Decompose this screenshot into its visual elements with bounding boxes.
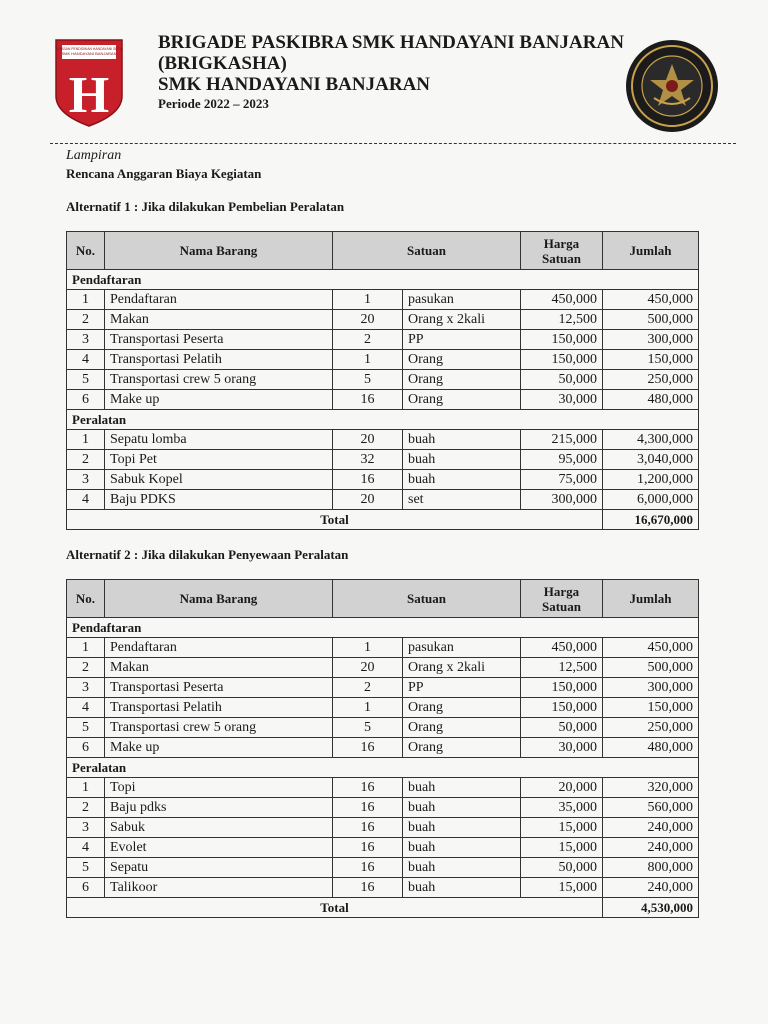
alt2-title: Alternatif 2 : Jika dilakukan Penyewaan Peralatan [66,547,349,562]
total-label: Total [67,898,603,918]
document-title: Rencana Anggaran Biaya Kegiatan [66,166,262,181]
table-row [67,310,699,330]
row-number: 3 [67,470,105,490]
section-label: Peralatan [67,410,699,430]
unit: buah [403,858,521,878]
amount: 240,000 [603,838,699,858]
quantity: 20 [333,658,403,678]
row-number: 4 [67,838,105,858]
unit: buah [403,818,521,838]
unit: buah [403,470,521,490]
section-row [67,410,699,430]
quantity: 1 [333,638,403,658]
amount: 150,000 [603,698,699,718]
unit: buah [403,778,521,798]
lampiran-label: Lampiran [66,148,122,163]
brigade-seal [624,38,720,134]
unit-price: 150,000 [521,350,603,370]
unit: pasukan [403,638,521,658]
quantity: 2 [333,678,403,698]
col-jumlah: Jumlah [603,232,699,270]
section-row [67,618,699,638]
amount: 250,000 [603,370,699,390]
unit: Orang x 2kali [403,658,521,678]
logo-letter: H [68,67,110,124]
item-name: Make up [105,390,333,410]
unit: buah [403,798,521,818]
header-divider [50,143,736,144]
row-number: 1 [67,778,105,798]
quantity: 32 [333,450,403,470]
amount: 450,000 [603,638,699,658]
unit: set [403,490,521,510]
unit: Orang x 2kali [403,310,521,330]
school-logo [52,36,126,128]
item-name: Pendaftaran [105,638,333,658]
unit: Orang [403,390,521,410]
table-row [67,678,699,698]
row-number: 6 [67,738,105,758]
total-row [67,898,699,918]
table-row [67,858,699,878]
amount: 560,000 [603,798,699,818]
quantity: 5 [333,718,403,738]
unit-price: 15,000 [521,838,603,858]
row-number: 5 [67,370,105,390]
unit-price: 450,000 [521,638,603,658]
total-value: 4,530,000 [603,898,699,918]
quantity: 1 [333,290,403,310]
col-no: No. [67,232,105,270]
row-number: 4 [67,698,105,718]
amount: 240,000 [603,878,699,898]
quantity: 16 [333,738,403,758]
unit: buah [403,450,521,470]
table-row [67,698,699,718]
row-number: 4 [67,350,105,370]
unit-price: 150,000 [521,698,603,718]
row-number: 1 [67,430,105,450]
alt1-budget-table [66,231,699,530]
table-row [67,390,699,410]
col-harga-satuan: Harga Satuan [521,580,603,618]
quantity: 16 [333,858,403,878]
amount: 320,000 [603,778,699,798]
amount: 240,000 [603,818,699,838]
item-name: Sepatu lomba [105,430,333,450]
org-name: BRIGADE PASKIBRA SMK HANDAYANI BANJARAN [158,32,624,53]
col-nama-barang: Nama Barang [105,232,333,270]
unit: PP [403,330,521,350]
quantity: 16 [333,470,403,490]
unit-price: 12,500 [521,658,603,678]
row-number: 4 [67,490,105,510]
row-number: 2 [67,450,105,470]
table-row [67,638,699,658]
table-row [67,738,699,758]
quantity: 20 [333,430,403,450]
amount: 480,000 [603,390,699,410]
table-row [67,470,699,490]
table-row [67,290,699,310]
item-name: Makan [105,310,333,330]
col-nama-barang: Nama Barang [105,580,333,618]
row-number: 2 [67,798,105,818]
unit: Orang [403,698,521,718]
row-number: 1 [67,290,105,310]
unit-price: 30,000 [521,738,603,758]
table-row [67,430,699,450]
section-label: Pendaftaran [67,618,699,638]
unit: Orang [403,350,521,370]
amount: 300,000 [603,678,699,698]
amount: 500,000 [603,658,699,678]
col-satuan: Satuan [333,580,521,618]
table-row [67,450,699,470]
amount: 300,000 [603,330,699,350]
col-harga-satuan: Harga Satuan [521,232,603,270]
unit-price: 75,000 [521,470,603,490]
unit-price: 35,000 [521,798,603,818]
unit: buah [403,878,521,898]
item-name: Make up [105,738,333,758]
table-header-row [67,232,699,270]
quantity: 16 [333,838,403,858]
amount: 450,000 [603,290,699,310]
table-row [67,330,699,350]
quantity: 20 [333,490,403,510]
item-name: Transportasi Pelatih [105,698,333,718]
quantity: 16 [333,878,403,898]
item-name: Baju pdks [105,798,333,818]
quantity: 1 [333,698,403,718]
amount: 250,000 [603,718,699,738]
unit-price: 150,000 [521,330,603,350]
item-name: Sabuk [105,818,333,838]
quantity: 2 [333,330,403,350]
unit: Orang [403,718,521,738]
quantity: 5 [333,370,403,390]
item-name: Pendaftaran [105,290,333,310]
table-row [67,878,699,898]
row-number: 1 [67,638,105,658]
total-label: Total [67,510,603,530]
unit: Orang [403,738,521,758]
total-row [67,510,699,530]
logo-small-text: YAYASAN PENDIDIKAN HANDAYANI SETIA [55,47,123,51]
unit-price: 12,500 [521,310,603,330]
row-number: 3 [67,818,105,838]
item-name: Topi Pet [105,450,333,470]
amount: 480,000 [603,738,699,758]
row-number: 3 [67,678,105,698]
unit-price: 450,000 [521,290,603,310]
unit: buah [403,430,521,450]
section-row [67,758,699,778]
unit-price: 300,000 [521,490,603,510]
alt1-title: Alternatif 1 : Jika dilakukan Pembelian Peralatan [66,199,345,214]
unit: pasukan [403,290,521,310]
amount: 150,000 [603,350,699,370]
row-number: 2 [67,310,105,330]
quantity: 16 [333,798,403,818]
item-name: Topi [105,778,333,798]
svg-text:SMK HANDAYANI BANJARAN: SMK HANDAYANI BANJARAN [61,51,117,56]
unit-price: 50,000 [521,858,603,878]
section-label: Peralatan [67,758,699,778]
alt2-budget-table [66,579,699,918]
section-row [67,270,699,290]
item-name: Transportasi crew 5 orang [105,370,333,390]
item-name: Talikoor [105,878,333,898]
col-satuan: Satuan [333,232,521,270]
school-name: SMK HANDAYANI BANJARAN [158,74,431,95]
item-name: Sepatu [105,858,333,878]
amount: 3,040,000 [603,450,699,470]
table-row [67,370,699,390]
table-row [67,490,699,510]
table-row [67,778,699,798]
amount: 1,200,000 [603,470,699,490]
amount: 500,000 [603,310,699,330]
item-name: Transportasi Pelatih [105,350,333,370]
table-row [67,658,699,678]
unit-price: 50,000 [521,370,603,390]
unit-price: 95,000 [521,450,603,470]
item-name: Evolet [105,838,333,858]
alt2-table-body [67,618,699,918]
alt1-table-body [67,270,699,530]
section-label: Pendaftaran [67,270,699,290]
quantity: 16 [333,390,403,410]
unit: Orang [403,370,521,390]
amount: 800,000 [603,858,699,878]
table-row [67,798,699,818]
row-number: 6 [67,878,105,898]
unit-price: 50,000 [521,718,603,738]
amount: 6,000,000 [603,490,699,510]
unit-price: 215,000 [521,430,603,450]
quantity: 20 [333,310,403,330]
row-number: 2 [67,658,105,678]
table-row [67,718,699,738]
col-jumlah: Jumlah [603,580,699,618]
item-name: Sabuk Kopel [105,470,333,490]
unit: buah [403,838,521,858]
organisation-header [158,32,628,112]
unit-price: 30,000 [521,390,603,410]
unit-price: 150,000 [521,678,603,698]
item-name: Makan [105,658,333,678]
quantity: 16 [333,818,403,838]
table-header-row [67,580,699,618]
row-number: 3 [67,330,105,350]
amount: 4,300,000 [603,430,699,450]
period: Periode 2022 – 2023 [158,96,269,111]
unit-price: 15,000 [521,878,603,898]
table-row [67,818,699,838]
row-number: 6 [67,390,105,410]
unit-price: 15,000 [521,818,603,838]
row-number: 5 [67,718,105,738]
row-number: 5 [67,858,105,878]
table-row [67,838,699,858]
unit-price: 20,000 [521,778,603,798]
quantity: 1 [333,350,403,370]
item-name: Transportasi crew 5 orang [105,718,333,738]
quantity: 16 [333,778,403,798]
item-name: Transportasi Peserta [105,330,333,350]
col-no: No. [67,580,105,618]
total-value: 16,670,000 [603,510,699,530]
org-abbreviation: (BRIGKASHA) [158,53,287,74]
item-name: Transportasi Peserta [105,678,333,698]
item-name: Baju PDKS [105,490,333,510]
table-row [67,350,699,370]
unit: PP [403,678,521,698]
